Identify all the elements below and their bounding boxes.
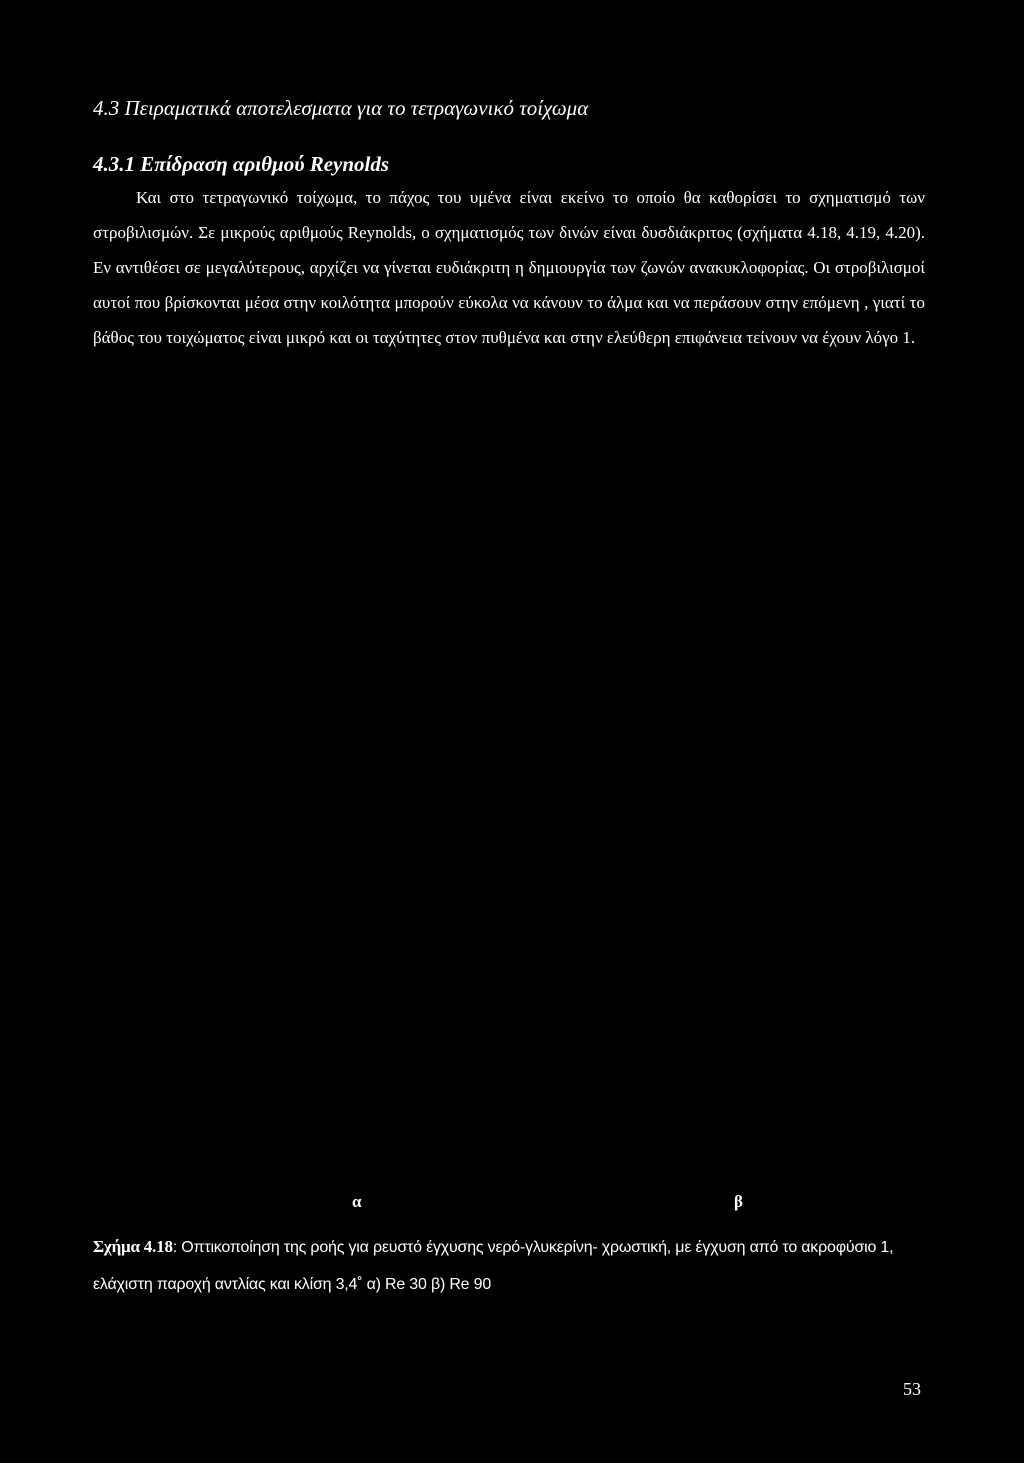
body-paragraph: Και στο τετραγωνικό τοίχωμα, το πάχος του υμένα είναι εκείνο το οποίο θα καθορίσει το σχηματισμό των στροβιλισμών. Σε μικρούς αριθμούς Reynolds, ο σχηματισμός των δινών είναι δυσδιάκριτος (σχήματα 4.18, 4.19, 4.20). Εν αντιθέσει σε μεγαλύτερους, αρχίζει να γίνεται ευδιάκριτη η δημιουργία των ζωνών ανακυκλοφορίας. Οι στροβιλισμοί αυτοί που βρίσκονται μέσα στην κοιλότητα μπορούν εύκολα να κάνουν το άλμα και να περάσουν στην επόμενη , γιατί το βάθος του τοιχώματος είναι μικρό και οι ταχύτητες στον πυθμένα και στην ελεύθερη επιφάνεια τείνουν να έχουν λόγο 1. <box>93 188 925 347</box>
subsection-title: 4.3.1 Επίδραση αριθμού Reynolds <box>93 152 390 176</box>
figure-image-area <box>93 440 925 1180</box>
subfigure-label-b: β <box>734 1192 743 1211</box>
subfigure-label-a: α <box>352 1192 362 1211</box>
section-title: 4.3 Πειραματικά αποτελεσματα για το τετραγωνικό τοίχωμα <box>93 96 589 120</box>
figure-caption-label: Σχήμα 4.18 <box>93 1237 173 1256</box>
page-number: 53 <box>903 1379 921 1399</box>
figure-caption-text: : Οπτικοποίηση της ροής για ρευστό έγχυσης νερό-γλυκερίνη- χρωστική, με έγχυση από το ακροφύσιο 1, ελάχιστη παροχή αντλίας και κλίση 3,4˚ α) Re 30 β) Re 90 <box>93 1239 894 1293</box>
figure-caption <box>93 1228 913 1303</box>
